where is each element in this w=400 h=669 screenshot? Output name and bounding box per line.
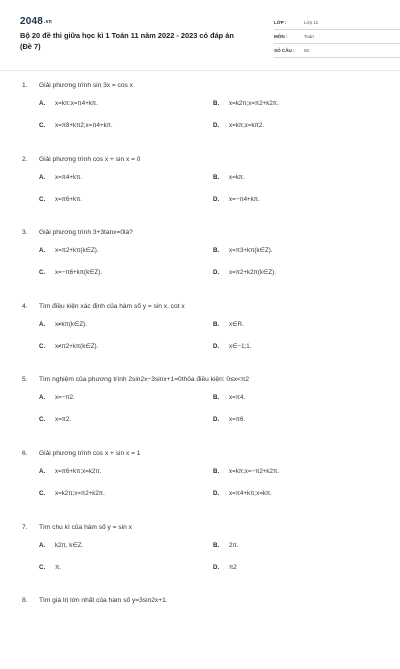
- answer-row: [22, 98, 382, 120]
- question-item: [22, 227, 382, 301]
- answer-label: C.: [39, 342, 46, 350]
- answer-option[interactable]: [22, 194, 213, 206]
- question-item: [22, 448, 382, 522]
- answer-label: B.: [213, 100, 220, 107]
- logo-suffix: .vn: [44, 19, 52, 25]
- answer-text: x=π4+kπ;x=kπ.: [229, 489, 272, 497]
- question-text: Tìm nghiệm của phương trình 2sin2x−3sinx+1=0thỏa điều kiện: 0≤x<π2: [39, 376, 250, 384]
- answer-row: [22, 172, 382, 194]
- answer-label: A.: [39, 320, 46, 328]
- meta-key: SỐ CÂU :: [274, 48, 295, 53]
- answer-row: [22, 488, 382, 510]
- answer-label: A.: [39, 394, 46, 402]
- meta-value: Lớp 11: [304, 20, 319, 25]
- answer-text: π.: [55, 563, 61, 571]
- answer-option[interactable]: [22, 414, 213, 426]
- answer-label: C.: [39, 563, 46, 571]
- answer-row: [22, 319, 382, 341]
- meta-key: MÔN :: [274, 34, 288, 39]
- answer-text: x=π2.: [55, 416, 72, 424]
- question-stem: [22, 80, 382, 98]
- meta-row-subject: [274, 30, 400, 44]
- answer-option[interactable]: [213, 172, 363, 184]
- answer-option[interactable]: [22, 172, 213, 184]
- answer-text: π2: [229, 563, 237, 571]
- question-text: Giải phương trình cos x + sin x = 0: [39, 155, 141, 163]
- answer-text: x=π6+kπ.: [55, 195, 83, 203]
- answer-option[interactable]: [213, 414, 363, 426]
- answer-label: A.: [39, 467, 46, 475]
- answer-label: B.: [213, 173, 220, 181]
- answer-text: x=−π4+kπ.: [229, 195, 260, 203]
- question-item: [22, 301, 382, 375]
- answer-option[interactable]: [22, 120, 213, 132]
- answer-label: D.: [213, 269, 220, 277]
- answer-label: A.: [39, 541, 46, 549]
- answer-row: [22, 392, 382, 414]
- question-text: Tìm chu kì của hàm số y = sin x: [39, 523, 132, 531]
- answer-row: [22, 540, 382, 562]
- question-text: Tìm điều kiện xác định của hàm số y = sin x. cot x: [39, 302, 185, 310]
- question-stem: [22, 301, 382, 319]
- question-stem: [22, 227, 382, 245]
- question-item: [22, 595, 382, 669]
- question-stem: [22, 522, 382, 540]
- answer-option[interactable]: [213, 194, 363, 206]
- meta-panel: [274, 16, 400, 58]
- question-text: Tìm giá trị lớn nhất của hàm số y=3sin2x+1.: [39, 597, 168, 605]
- answer-text: x∈R.: [229, 320, 244, 328]
- question-number: 1.: [22, 82, 28, 89]
- answer-text: x=kπ;x=−π2+k2π.: [229, 467, 279, 475]
- question-text: Giải phương trình cos x + sin x = 1: [39, 449, 141, 457]
- question-stem: [22, 595, 382, 613]
- answer-label: C.: [39, 122, 46, 129]
- answer-label: D.: [213, 195, 220, 203]
- answer-row: [22, 245, 382, 267]
- answer-label: B.: [213, 320, 220, 328]
- answer-option[interactable]: [22, 540, 213, 552]
- answer-option[interactable]: [213, 540, 363, 552]
- question-number: 5.: [22, 376, 28, 384]
- answer-label: A.: [39, 247, 46, 255]
- answer-text: x=π2+kπ(k∈Z).: [55, 247, 99, 255]
- question-stem: [22, 448, 382, 466]
- question-item: [22, 80, 382, 154]
- answer-option[interactable]: [22, 392, 213, 404]
- answer-text: x=kπ.: [229, 173, 245, 181]
- answer-option[interactable]: [22, 245, 213, 257]
- meta-row-class: [274, 16, 400, 30]
- answer-text: x=kπ;x=kπ2.: [229, 122, 265, 129]
- answer-option[interactable]: [22, 267, 213, 279]
- answer-option[interactable]: [213, 488, 363, 500]
- question-text: Giải phương trình sin 3x = cos x: [39, 82, 133, 89]
- answer-text: x≠π2+kπ(k∈Z).: [55, 342, 99, 350]
- answer-text: x≠kπ(k∈Z).: [55, 320, 87, 328]
- answer-label: B.: [213, 467, 220, 475]
- meta-key: LỚP :: [274, 20, 287, 25]
- answer-label: B.: [213, 247, 220, 255]
- question-number: 6.: [22, 449, 28, 457]
- answer-label: D.: [213, 342, 220, 350]
- question-stem: [22, 374, 382, 392]
- answer-label: C.: [39, 269, 46, 277]
- question-number: 8.: [22, 597, 28, 605]
- answer-label: D.: [213, 122, 220, 129]
- answer-option[interactable]: [213, 120, 363, 132]
- answer-row: [22, 120, 382, 142]
- answer-option[interactable]: [213, 341, 363, 353]
- answer-label: C.: [39, 489, 46, 497]
- question-number: 3.: [22, 229, 28, 237]
- answer-option[interactable]: [213, 319, 363, 331]
- question-number: 2.: [22, 155, 28, 163]
- answer-label: C.: [39, 416, 46, 424]
- answer-option[interactable]: [213, 267, 363, 279]
- answer-label: B.: [213, 541, 220, 549]
- answer-text: x=k2π;x=π2+k2π.: [55, 489, 105, 497]
- answer-text: 2π.: [229, 541, 239, 549]
- question-item: [22, 522, 382, 596]
- answer-option[interactable]: [22, 488, 213, 500]
- answer-option[interactable]: [213, 245, 363, 257]
- question-stem: [22, 154, 382, 172]
- question-text: Giải phương trình 3+3tanx=0là?: [39, 229, 133, 237]
- answer-row: [22, 267, 382, 289]
- answer-row: [22, 194, 382, 216]
- question-list: [22, 80, 382, 669]
- answer-row: [22, 341, 382, 363]
- answer-text: x=−π2.: [55, 394, 75, 402]
- answer-row: [22, 466, 382, 488]
- answer-label: C.: [39, 195, 46, 203]
- question-number: 7.: [22, 523, 28, 531]
- answer-text: x=π6.: [229, 416, 246, 424]
- answer-option[interactable]: [22, 562, 213, 574]
- meta-value: 50: [304, 48, 310, 53]
- answer-label: A.: [39, 100, 46, 107]
- logo-text: 2048: [20, 16, 44, 27]
- site-logo[interactable]: [20, 16, 52, 27]
- answer-option[interactable]: [22, 466, 213, 478]
- answer-text: x=−π6+kπ(k∈Z).: [55, 269, 103, 277]
- header: [20, 16, 384, 62]
- answer-text: x=π3+kπ(k∈Z).: [229, 247, 273, 255]
- answer-option[interactable]: [22, 98, 213, 110]
- meta-value: Toán: [304, 34, 314, 39]
- answer-text: x∈−1;1.: [229, 342, 252, 350]
- question-item: [22, 154, 382, 228]
- answer-row: [22, 562, 382, 584]
- answer-label: A.: [39, 173, 46, 181]
- header-divider: [0, 70, 400, 71]
- question-number: 4.: [22, 302, 28, 310]
- answer-option[interactable]: [22, 341, 213, 353]
- answer-option[interactable]: [213, 392, 363, 404]
- answer-label: D.: [213, 489, 220, 497]
- answer-option[interactable]: [213, 562, 363, 574]
- page-title: Bộ 20 đề thi giữa học kì 1 Toán 11 năm 2022 - 2023 có đáp án (Đề 7): [20, 31, 234, 51]
- answer-label: B.: [213, 394, 220, 402]
- answer-label: D.: [213, 416, 220, 424]
- answer-text: x=π4+kπ.: [55, 173, 83, 181]
- answer-text: x=kπ;x=π4+kπ.: [55, 100, 98, 107]
- answer-text: x=π2+k2π(k∈Z).: [229, 269, 276, 277]
- answer-row: [22, 414, 382, 436]
- answer-text: x=π4.: [229, 394, 246, 402]
- answer-text: x=π6+kπ;x=k2π.: [55, 467, 102, 475]
- answer-option[interactable]: [22, 319, 213, 331]
- meta-row-count: [274, 44, 400, 58]
- answer-option[interactable]: [213, 466, 363, 478]
- answer-label: D.: [213, 563, 220, 571]
- answer-option[interactable]: [213, 98, 363, 110]
- answer-text: x=k2π;x=π2+k2π.: [229, 100, 279, 107]
- answer-text: x=π8+kπ2;x=π4+kπ.: [55, 122, 113, 129]
- answer-text: k2π, k∈Z.: [55, 541, 84, 549]
- question-item: [22, 374, 382, 448]
